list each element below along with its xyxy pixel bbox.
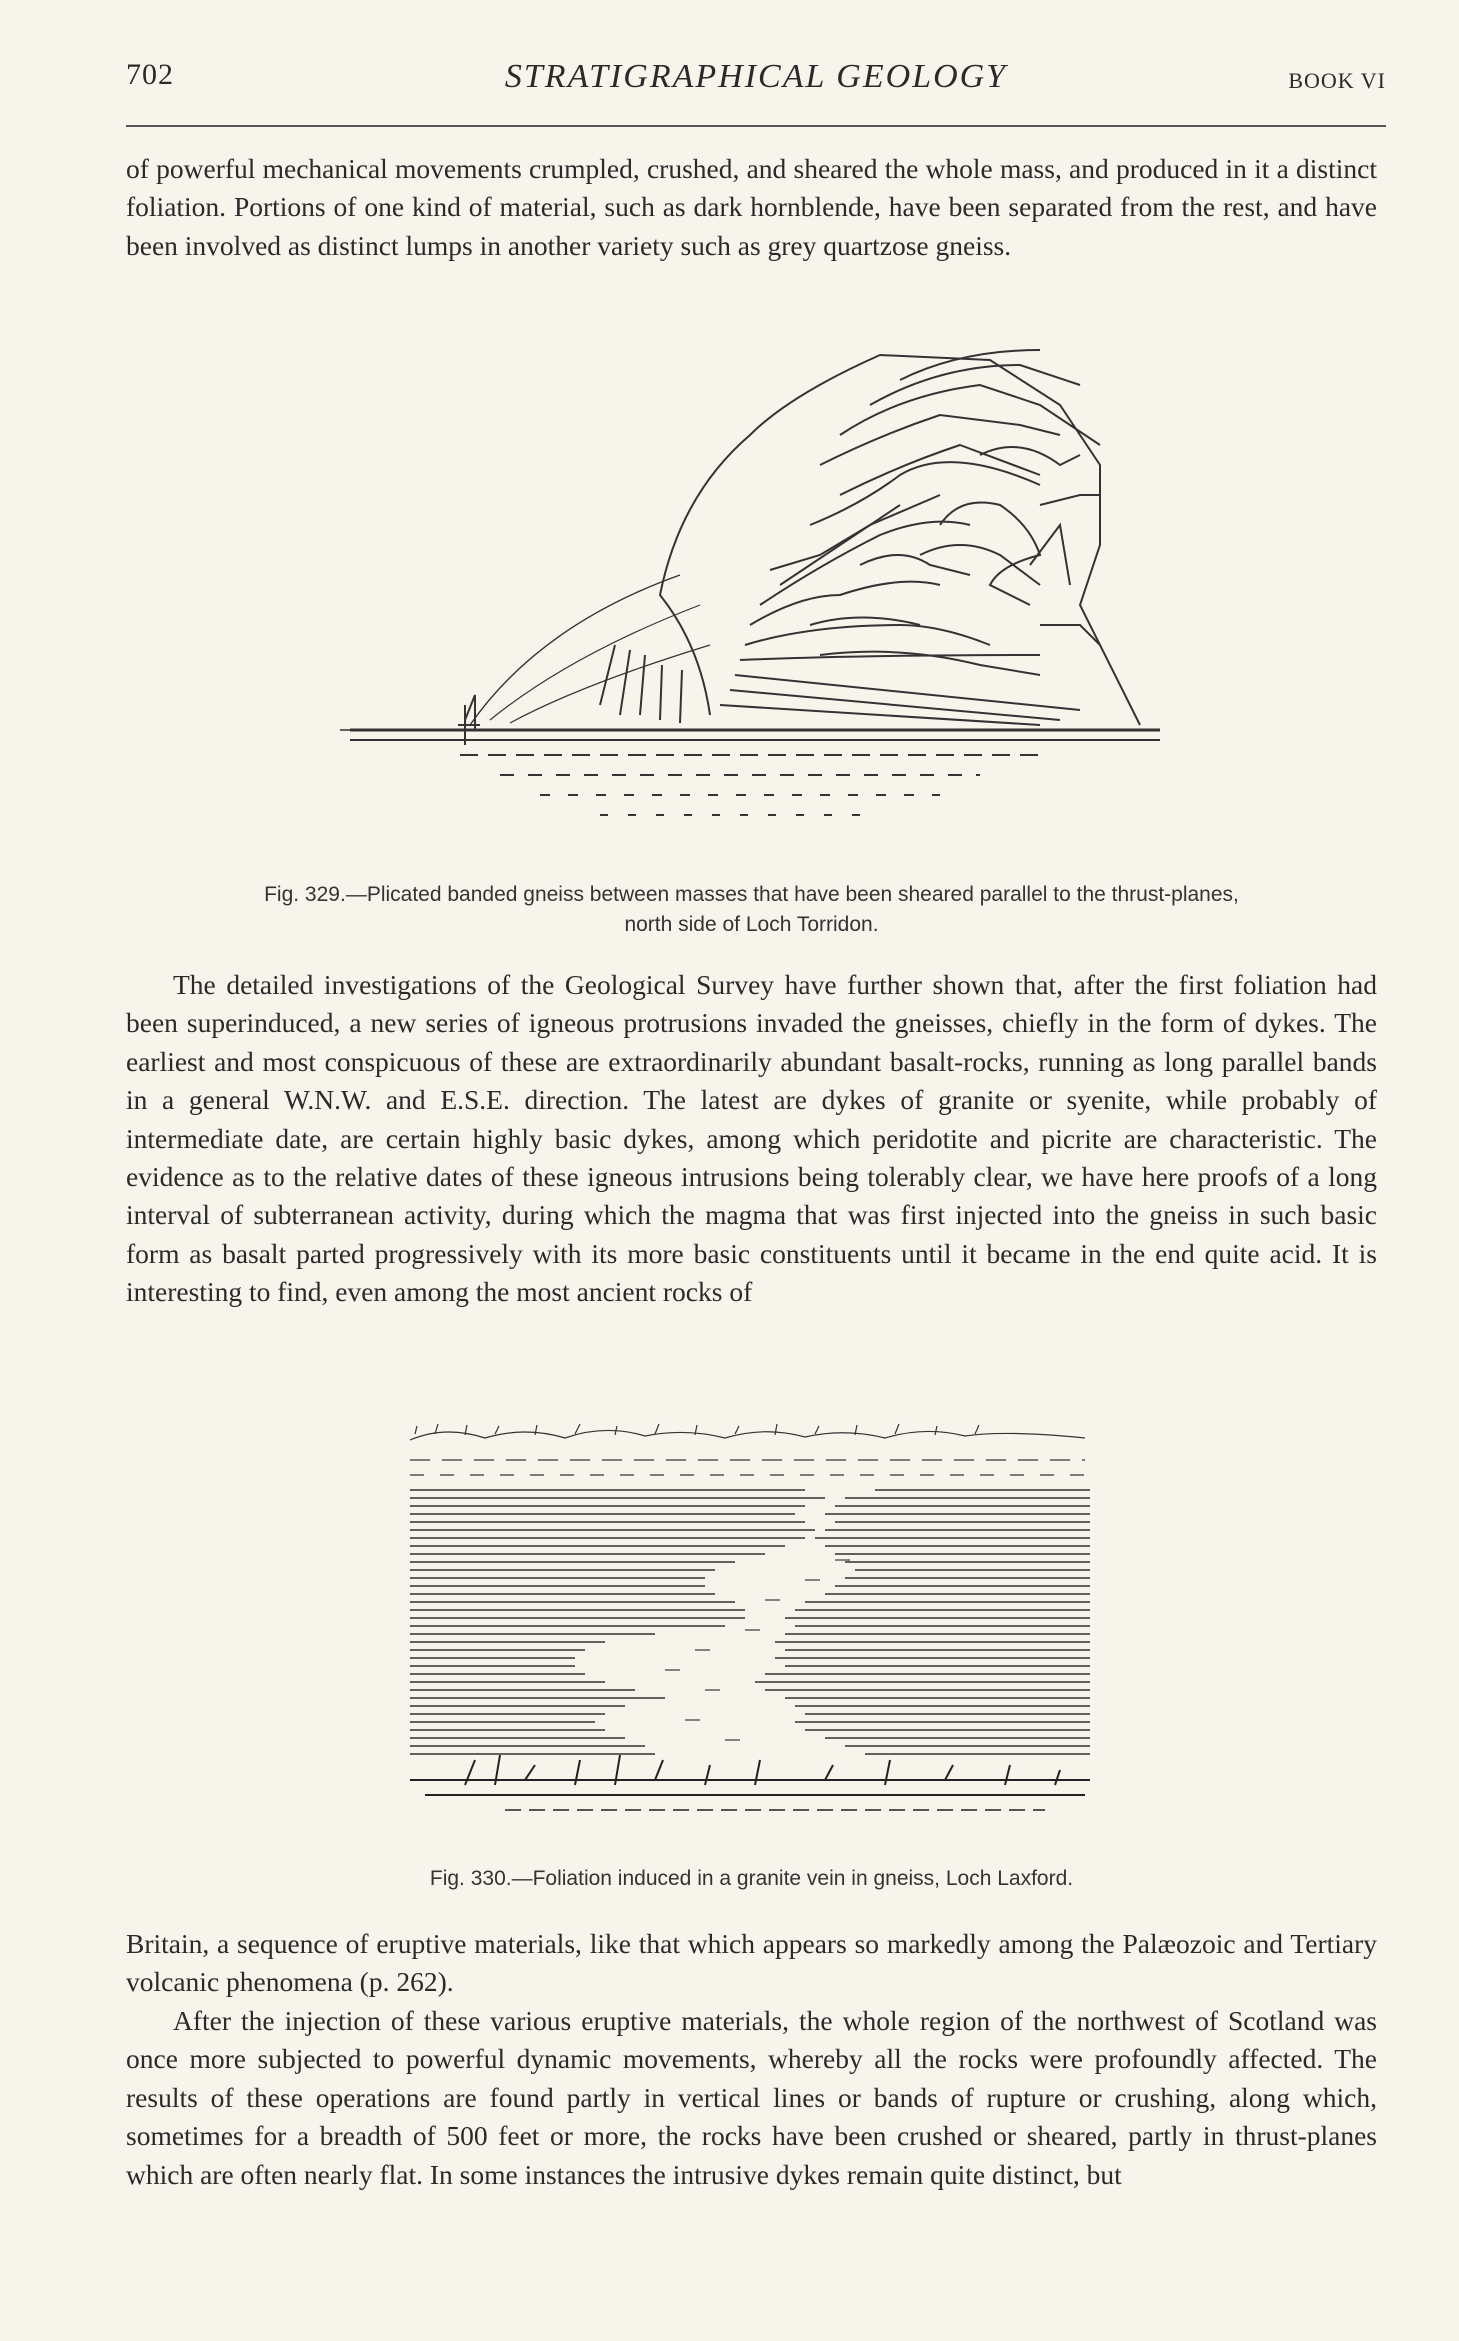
paragraph-1: of powerful mechanical movements crumpled, crushed, and sheared the whole mass, and produced in it a distinct foliation. Portions of one kind of material, such as dark hornblende, have been separated from the rest, and have been involved as distinct lumps in another variety such as grey quartzose gneiss. (126, 153, 1377, 261)
paragraph-2: The detailed investigations of the Geological Survey have further shown that, after the first foliation had been superinduced, a new series of igneous protrusions invaded the gneisses, chiefly in the form of dykes. The earliest and most conspicuous of these are extraordinarily abundant basalt-rocks, running as long parallel bands in a general W.N.W. and E.S.E. direction. The latest are dykes of granite or syenite, while probably of intermediate date, are certain highly basic dykes, among which peridotite and picrite are characteristic. The evidence as to the relative dates of these igneous intrusions being tolerably clear, we have here proofs of a long interval of subterranean activity, during which the magma that was first injected into the gneiss in such basic form as basalt parted progressively with its more basic constituents until it became in the end quite acid. It is interesting to find, even among the most ancient rocks of (126, 969, 1377, 1308)
figure-330-caption-text: —Foliation induced in a granite vein in gneiss, Loch Laxford. (511, 1867, 1074, 1890)
figure-330-label: Fig. 330. (429, 1867, 512, 1890)
paragraph-3: Britain, a sequence of eruptive materials, like that which appears so markedly among the Palæozoic and Tertiary volcanic phenomena (p. 262). (126, 1928, 1377, 1998)
page-number: 702 (126, 58, 174, 91)
running-header (126, 58, 1386, 108)
figure-330-illustration (405, 1420, 1095, 1840)
figure-329-caption-line1: —Plicated banded gneiss between masses that have been sheared parallel to the thrust-planes, (345, 883, 1239, 906)
book-label: BOOK VI (1288, 68, 1386, 93)
running-title: STRATIGRAPHICAL GEOLOGY (504, 58, 1008, 95)
figure-329-caption (126, 880, 1377, 940)
header-rule (126, 125, 1386, 127)
paragraph-4: After the injection of these various eruptive materials, the whole region of the northwest of Scotland was once more subjected to powerful dynamic movements, whereby all the rocks were profoundly affected. The results of these operations are found partly in vertical lines or bands of rupture or crushing, along which, sometimes for a breadth of 500 feet or more, the rocks have been crushed or sheared, partly in thrust-planes which are often nearly flat. In some instances the intrusive dykes remain quite distinct, but (126, 2005, 1377, 2190)
figure-330-caption (126, 1864, 1377, 1894)
figure-329-label: Fig. 329. (264, 883, 346, 906)
figure-329-illustration (340, 325, 1170, 865)
figure-329-caption-line2: north side of Loch Torridon. (624, 913, 879, 936)
